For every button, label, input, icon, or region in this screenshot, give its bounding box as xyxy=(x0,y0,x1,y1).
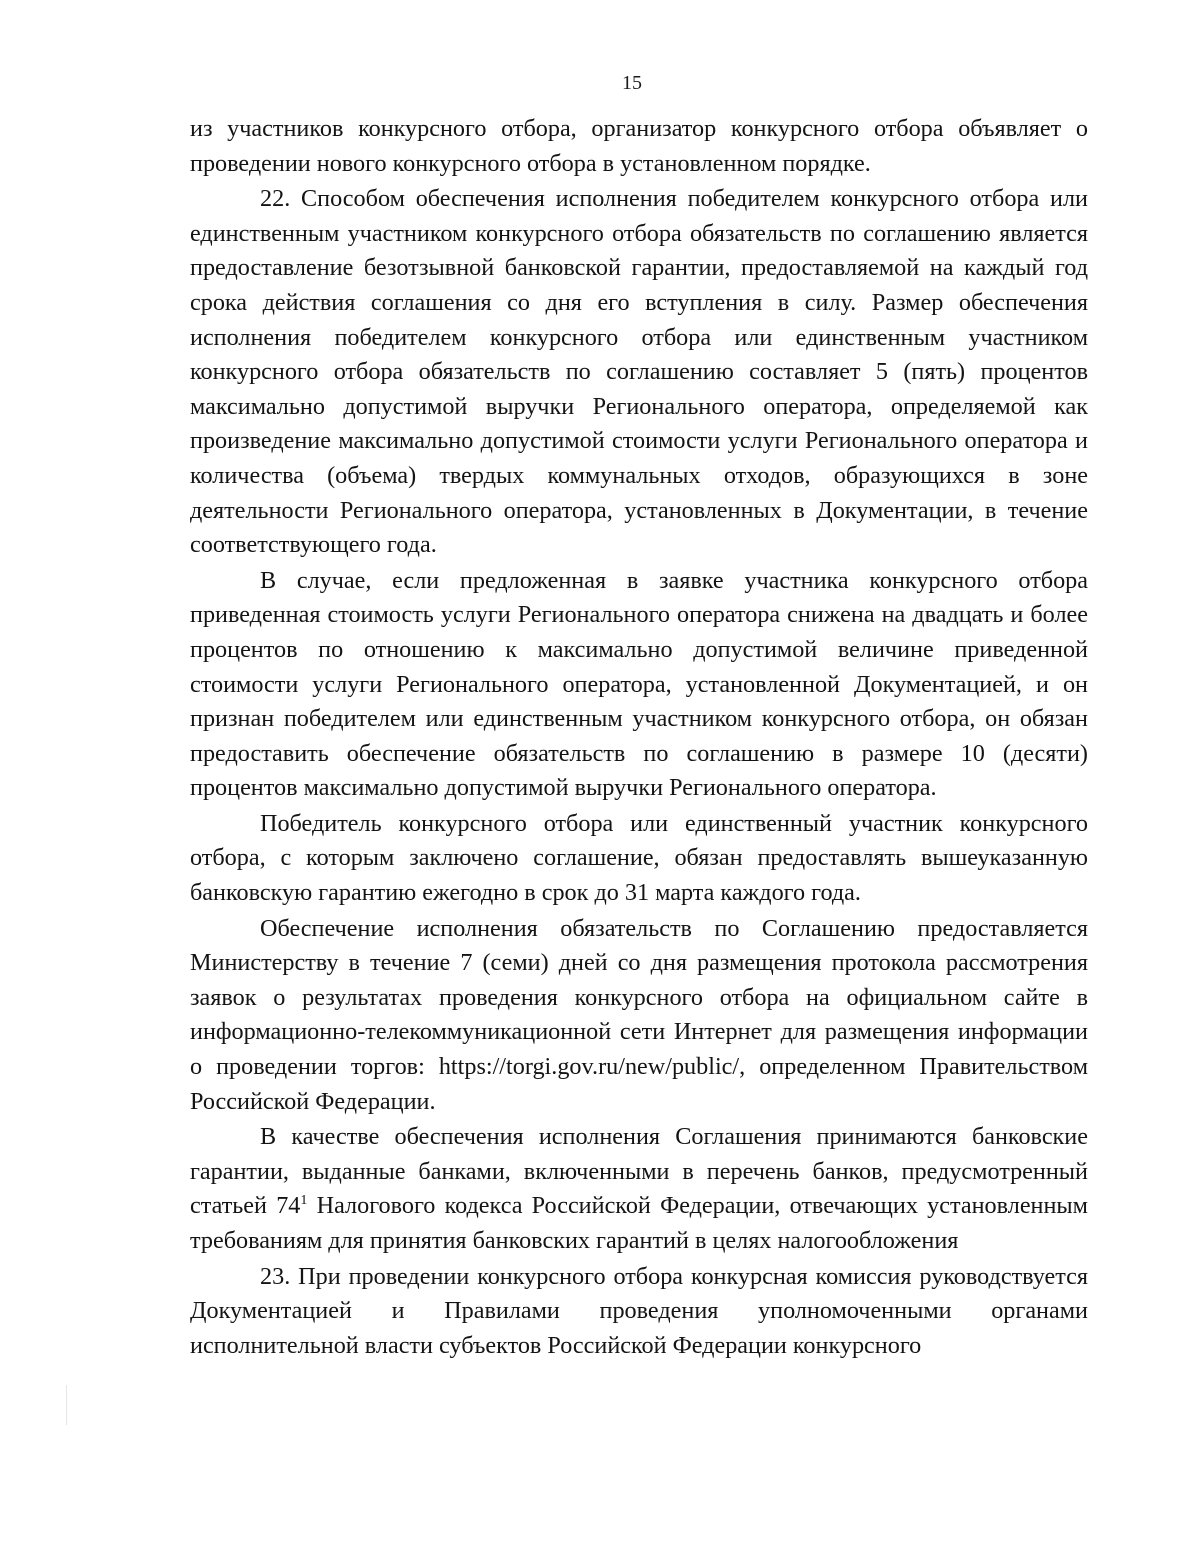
paragraph-text-end: Налогового кодекса Российской Федерации, отвечающих установленным требованиям для принятия банковских гарантий в целях налогообложения xyxy=(190,1192,1088,1254)
scan-margin-mark xyxy=(66,1385,67,1425)
paragraph-guarantee-deadline: Обеспечение исполнения обязательств по Соглашению предоставляется Министерству в течение 7 (семи) дней со дня размещения протокола рассмотрения заявок о результатах проведения конкурсного отбора на официальном сайте в информационно-телекоммуникационной сети Интернет для размещения информации о проведении торгов: https://torgi.gov.ru/new/public/, определенном Правительством Российской Федерации. xyxy=(190,914,1088,1115)
paragraph-text-start: В качестве обеспечения исполнения Соглашения принимаются банковские гарантии, выданные банками, включенными в перечень банков, предусмотренный статьей 74 xyxy=(190,1123,1088,1220)
paragraph-clause-23: 23. При проведении конкурсного отбора конкурсная комиссия руководствуется Документацией и Правилами проведения уполномоченными органами исполнительной власти субъектов Российской Федерации конкурсного xyxy=(190,1262,1088,1359)
paragraph-price-reduction: В случае, если предложенная в заявке участника конкурсного отбора приведенная стоимость услуги Регионального оператора снижена на двадцать и более процентов по отношению к максимально допустимой величине приведенной стоимости услуги Регионального оператора, установленной Документацией, и он признан победителем или единственным участником конкурсного отбора, он обязан предоставить обеспечение обязательств по соглашению в размере 10 (десяти) процентов максимально допустимой выручки Регионального оператора. xyxy=(190,566,1088,802)
paragraph-accepted-guarantees xyxy=(190,1120,1088,1258)
paragraph-clause-22: 22. Способом обеспечения исполнения победителем конкурсного отбора или единственным участником конкурсного отбора обязательств по соглашению является предоставление безотзывной банковской гарантии, предоставляемой на каждый год срока действия соглашения со дня его вступления в силу. Размер обеспечения исполнения победителем конкурсного отбора или единственным участником конкурсного отбора обязательств по соглашению составляет 5 (пять) процентов максимально допустимой выручки Регионального оператора, определяемой как произведение максимально допустимой стоимости услуги Регионального оператора и количества (объема) твердых коммунальных отходов, образующихся в зоне деятельности Регионального оператора, установленных в Документации, в течение соответствующего года. xyxy=(190,185,1088,559)
page-number: 15 xyxy=(622,72,642,94)
document-body xyxy=(190,112,1088,1363)
paragraph-continuation: из участников конкурсного отбора, организатор конкурсного отбора объявляет о проведении нового конкурсного отбора в установленном порядке. xyxy=(190,115,1088,177)
superscript-article-index: 1 xyxy=(300,1193,308,1209)
paragraph-annual-guarantee: Победитель конкурсного отбора или единственный участник конкурсного отбора, с которым заключено соглашение, обязан предоставлять вышеуказанную банковскую гарантию ежегодно в срок до 31 марта каждого года. xyxy=(190,809,1088,907)
